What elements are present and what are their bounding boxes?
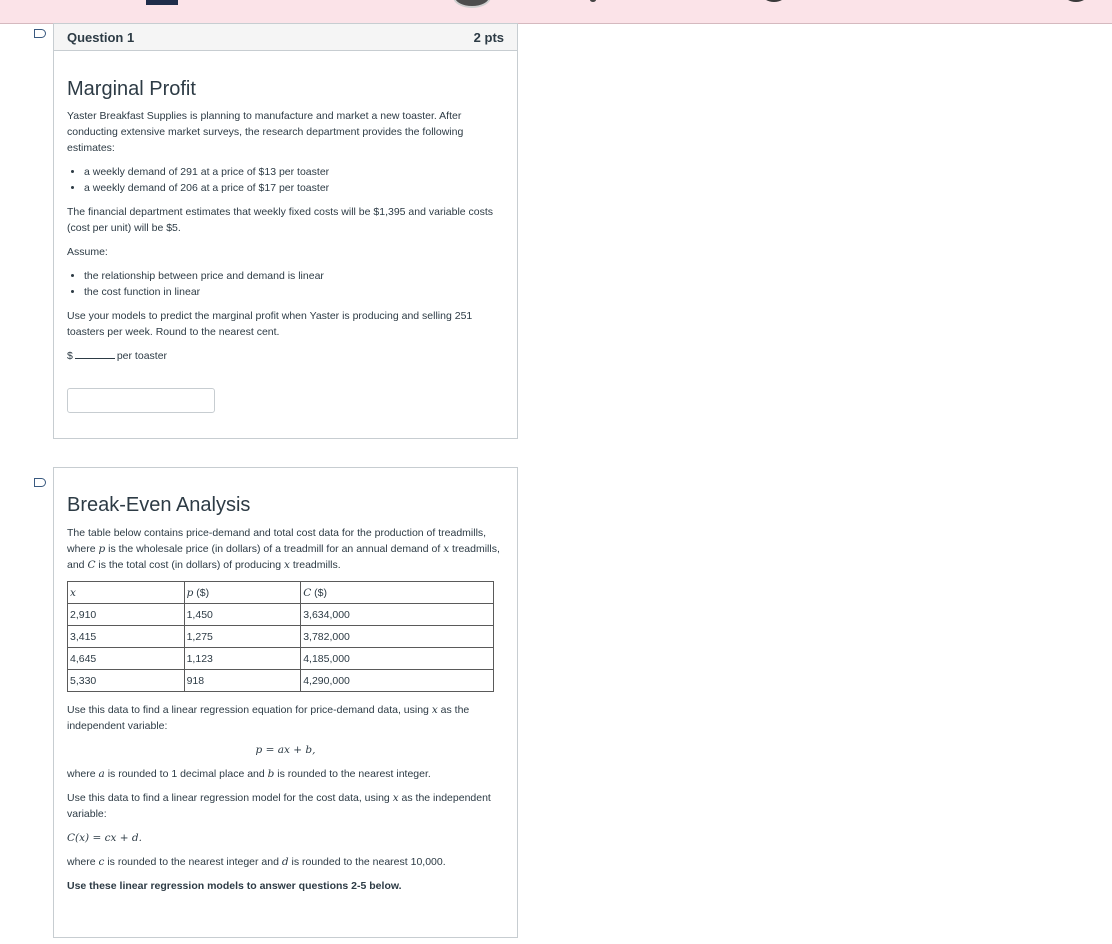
- text-span: The table below contains price-demand and total cost data for the production of treadmills, where: [67, 527, 487, 555]
- table-cell: 4,290,000: [301, 670, 494, 692]
- currency-symbol: $: [67, 350, 73, 362]
- column-header: x: [68, 582, 185, 604]
- question-label: Question 1: [67, 29, 135, 45]
- table-cell: 3,634,000: [301, 604, 494, 626]
- column-header: C ($): [301, 582, 494, 604]
- text-span: is the total cost (in dollars) of producing: [95, 559, 284, 571]
- text-span: is rounded to the nearest integer and: [104, 856, 282, 868]
- flag-question-icon[interactable]: [34, 29, 46, 38]
- math-symbol: x: [443, 543, 450, 555]
- math-symbol: x: [431, 704, 438, 716]
- table-cell: 4,645: [68, 648, 185, 670]
- list-item: • the relationship between price and demand is linear: [84, 268, 504, 284]
- logo-icon: [146, 0, 178, 5]
- math-symbol: b: [267, 768, 275, 780]
- text-span: Use this data to find a linear regression equation for price-demand data, using: [67, 704, 432, 716]
- table-row: [68, 648, 494, 670]
- equation-display: p = ax + b,: [255, 744, 316, 756]
- text-span: is rounded to 1 decimal place and: [104, 768, 268, 780]
- column-header: p ($): [184, 582, 301, 604]
- math-symbol: x: [284, 559, 290, 571]
- text-span: is rounded to the nearest integer.: [274, 768, 431, 780]
- section-title: Marginal Profit: [67, 78, 196, 100]
- list-item: • the cost function in linear: [84, 284, 504, 300]
- regression-instruction: [67, 702, 504, 734]
- costs-text: The financial department estimates that weekly fixed costs will be $1,395 and variable costs (cost per unit) will be $5.: [67, 206, 494, 234]
- question-header: [54, 24, 517, 51]
- answer-input[interactable]: [67, 388, 215, 413]
- table-cell: 918: [184, 670, 301, 692]
- text-span: as the independent variable:: [67, 792, 491, 820]
- table-cell: 5,330: [68, 670, 185, 692]
- intro-text: Yaster Breakfast Supplies is planning to manufacture and market a new toaster. After conducting extensive market surveys, the research department provides the following estimates:: [67, 110, 464, 154]
- table-cell: 4,185,000: [301, 648, 494, 670]
- math-symbol: d: [281, 856, 289, 868]
- math-symbol: c: [98, 856, 105, 868]
- section-title: Break-Even Analysis: [67, 494, 251, 516]
- data-table: [67, 581, 494, 692]
- top-navigation-bar: [0, 0, 1112, 24]
- assume-label: Assume:: [67, 246, 108, 258]
- table-cell: 1,275: [184, 626, 301, 648]
- avatar-icon[interactable]: [453, 0, 491, 8]
- points-badge: 2 pts: [473, 29, 504, 45]
- table-header-row: [68, 582, 494, 604]
- rounding-note: [67, 854, 504, 870]
- question-card: [53, 23, 518, 439]
- question-card: [53, 467, 518, 938]
- unit-suffix: per toaster: [116, 350, 168, 362]
- text-span: as the independent variable:: [67, 704, 470, 732]
- closing-instruction: Use these linear regression models to answer questions 2-5 below.: [67, 880, 402, 892]
- math-symbol: C: [87, 559, 96, 571]
- answer-prompt: [67, 348, 504, 364]
- table-cell: 3,415: [68, 626, 185, 648]
- text-span: is the wholesale price (in dollars) of a treadmill for an annual demand of: [105, 543, 444, 555]
- question-body: [54, 494, 517, 894]
- rounding-note: [67, 766, 504, 782]
- blank-line: [75, 348, 115, 359]
- assumptions-list: [67, 268, 504, 300]
- table-cell: 3,782,000: [301, 626, 494, 648]
- list-item: • a weekly demand of 206 at a price of $17 per toaster: [84, 180, 504, 196]
- text-span: treadmills.: [289, 559, 341, 571]
- intro-text: [67, 525, 504, 573]
- question-body: [54, 78, 517, 413]
- estimates-list: [67, 164, 504, 196]
- table-row: [68, 604, 494, 626]
- math-symbol: a: [98, 768, 105, 780]
- text-span: treadmills, and: [67, 543, 500, 571]
- table-cell: 1,450: [184, 604, 301, 626]
- list-item: • a weekly demand of 291 at a price of $13 per toaster: [84, 164, 504, 180]
- equation-display: C(x) = cx + d.: [67, 832, 142, 844]
- circle-icon[interactable]: [1064, 0, 1088, 2]
- dot-icon: [590, 0, 596, 2]
- text-span: Use this data to find a linear regression model for the cost data, using: [67, 792, 393, 804]
- text-span: where: [67, 856, 99, 868]
- math-symbol: x: [392, 792, 399, 804]
- math-symbol: p: [98, 543, 106, 555]
- regression-instruction: [67, 790, 504, 822]
- table-row: [68, 626, 494, 648]
- table-row: [68, 670, 494, 692]
- table-cell: 1,123: [184, 648, 301, 670]
- text-span: where: [67, 768, 99, 780]
- task-text: Use your models to predict the marginal profit when Yaster is producing and selling 251 toasters per week. Round to the nearest cent.: [67, 310, 473, 338]
- circle-icon[interactable]: [762, 0, 786, 2]
- flag-question-icon[interactable]: [34, 478, 46, 487]
- text-span: is rounded to the nearest 10,000.: [288, 856, 446, 868]
- table-cell: 2,910: [68, 604, 185, 626]
